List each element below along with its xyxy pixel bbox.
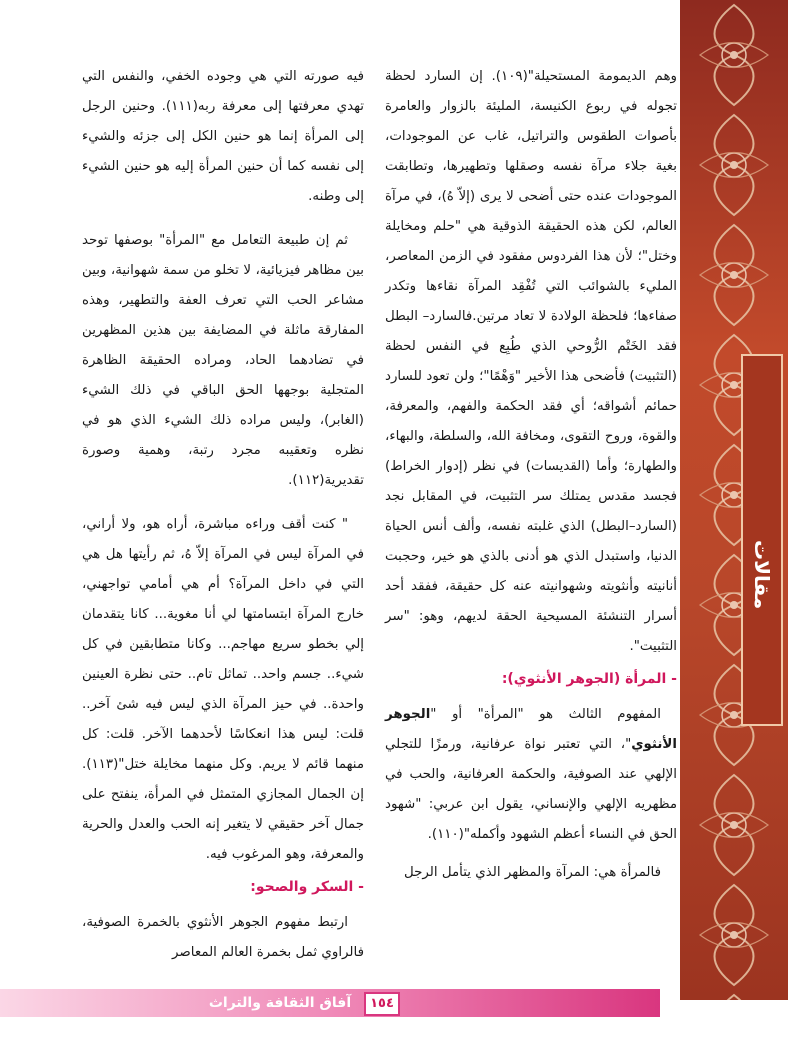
- right-paragraph-2-bold: الجوهر الأنثوي: [385, 707, 677, 752]
- left-paragraph-4: ارتبط مفهوم الجوهر الأنثوي بالخمرة الصوفية، فالراوي ثمل بخمرة العالم المعاصر: [82, 915, 364, 960]
- journal-title: آفاق الثقافة والتراث: [208, 995, 352, 1011]
- right-paragraph-2-start: المفهوم الثالث هو "المرأة" أو ": [430, 707, 661, 722]
- left-paragraph-1: فيه صورته التي هي وجوده الخفي، والنفس التي تهدي معرفتها إلى معرفة ربه(١١١). وحنين الرجل إلى المرأة إنما هو حنين الكل إلى جزئه والشيء إلى نفسه كما أن حنين المرأة إليه هو حنين الشيء إلى وطنه.: [82, 69, 365, 204]
- right-paragraph-1: وهم الديمومة المستحيلة"(١٠٩). إن السارد لحظة تجوله في ربوع الكنيسة، المليئة بالزوار والعامرة بأصوات الطقوس والتراتيل، غاب عن الموجودات، بغية جلاء مرآة نفسه وصقلها وتطهيرها، وتطابقت الموجودات عنده حتى أضحى لا يرى (إلاّ هُ)، في مرآة العالم، لكن هذه الحقيقة الذوقية هي "حلم ومخايلة وختل"؛ لأن هذا الفردوس مفقود في الزمن المعاصر، المليء بالشوائب التي تُفْقِد المرآة نقاءها وتكدر صفاءها؛ فلحظة الولادة لا تعاد مرتين.فالسارد– البطل فقد الخَتْم الرُّوحي الذي طُبِع في النفس لحظة (التثبيت) فأضحى هذا الأخير "وَهْمًا"؛ ولن تعود للسارد حمائم أشواقه؛ أي فقد الحكمة والفهم، والمعرفة، والقوة، وروح التقوى، ومخافة الله، والسلطة، والبهاء، والطهارة؛ وأما (القديسات) في نظر (إدوار الخراط) فجسد مقدس يمتلك سر التثبيت، في المقابل نجد (السارد–البطل) الذي غلبته نفسه، وألف أنس الحياة الدنيا، واستبدل الذي هو أدنى بالذي هو خير، وحجبت أنانيته وأنثويته وشهوانيته عنه كل حقيقة، ففقد أحد أسرار التنشئة المسيحية الحقة لديهم، وهو: "سر التثبيت".: [385, 69, 677, 654]
- right-paragraph-2-end: "، التي تعتبر نواة عرفانية، ورمزًا للتجلي الإلهي عند الصوفية، والحكمة العرفانية، والحب في مظهريه الإلهي والإنساني، يقول ابن عربي: "شهود الحق في النساء أعظم الشهود وأكمله"(١١٠).: [385, 737, 677, 842]
- section-label: مقالات: [750, 540, 774, 610]
- section-heading-woman: - المرأة (الجوهر الأنثوي):: [501, 671, 677, 687]
- right-paragraph-2: [385, 700, 677, 850]
- section-heading-intoxication: - السكر والصحو:: [250, 879, 364, 895]
- left-column: [82, 62, 364, 968]
- left-paragraph-2: ثم إن طبيعة التعامل مع "المرأة" بوصفها توحد بين مظاهر فيزيائية، لا تخلو من سمة شهوانية، وبين مشاعر الحب التي تعرف العفة والتطهير، وهذه المفارقة ماثلة في المضايفة بين هذين المظهرين في تضادهما الحاد، ومراده الحقيقة الظاهرة المتجلية بوجهها الحق الباقي في ذلك الشيء (الغابر)، وليس مراده ذلك الشيء الذي هو في نظره وتعقيبه مجرد رتبة، وهمية وصورة تقديرية(١١٢).: [82, 233, 364, 488]
- ornament-pattern: [680, 0, 788, 1000]
- left-paragraph-3-quote: " كنت أقف وراءه مباشرة، أراه هو، ولا أراني، في المرآة ليس في المرآة إلاّ هُ، ثم رأيتها هل هي التي في داخل المرآة؟ أم هي أمامي تواجهني، خارج المرآة ابتسامتها لي أنا مغوية... كانا يتقدمان إلي بخطو سريع مهاجم... وكانا متطابقين في كل شيء.. جسم واحد.. تماثل تام.. حتى نظرة العينين واحدة.. في حيز المرآة الذي ليس فيه شئ آخر.. قلت: ليس هذا انعكاسًا لأحدهما الآخر. قلت: كل منهما قائم لا يريم. وكل منهما مخايلة ختل"(١١٣). إن الجمال المجازي المتمثل في المرأة، ينفتح على جمال آخر حقيقي لا يتغير إنه الحب والعدل والحرية والمعرفة، وهو المرغوب فيه.: [82, 517, 364, 862]
- right-column: [385, 62, 677, 888]
- page-number: ١٥٤: [364, 992, 400, 1016]
- right-paragraph-3: فالمرأة هي: المرآة والمظهر الذي يتأمل الرجل: [404, 865, 661, 880]
- decorative-border: [680, 0, 788, 1000]
